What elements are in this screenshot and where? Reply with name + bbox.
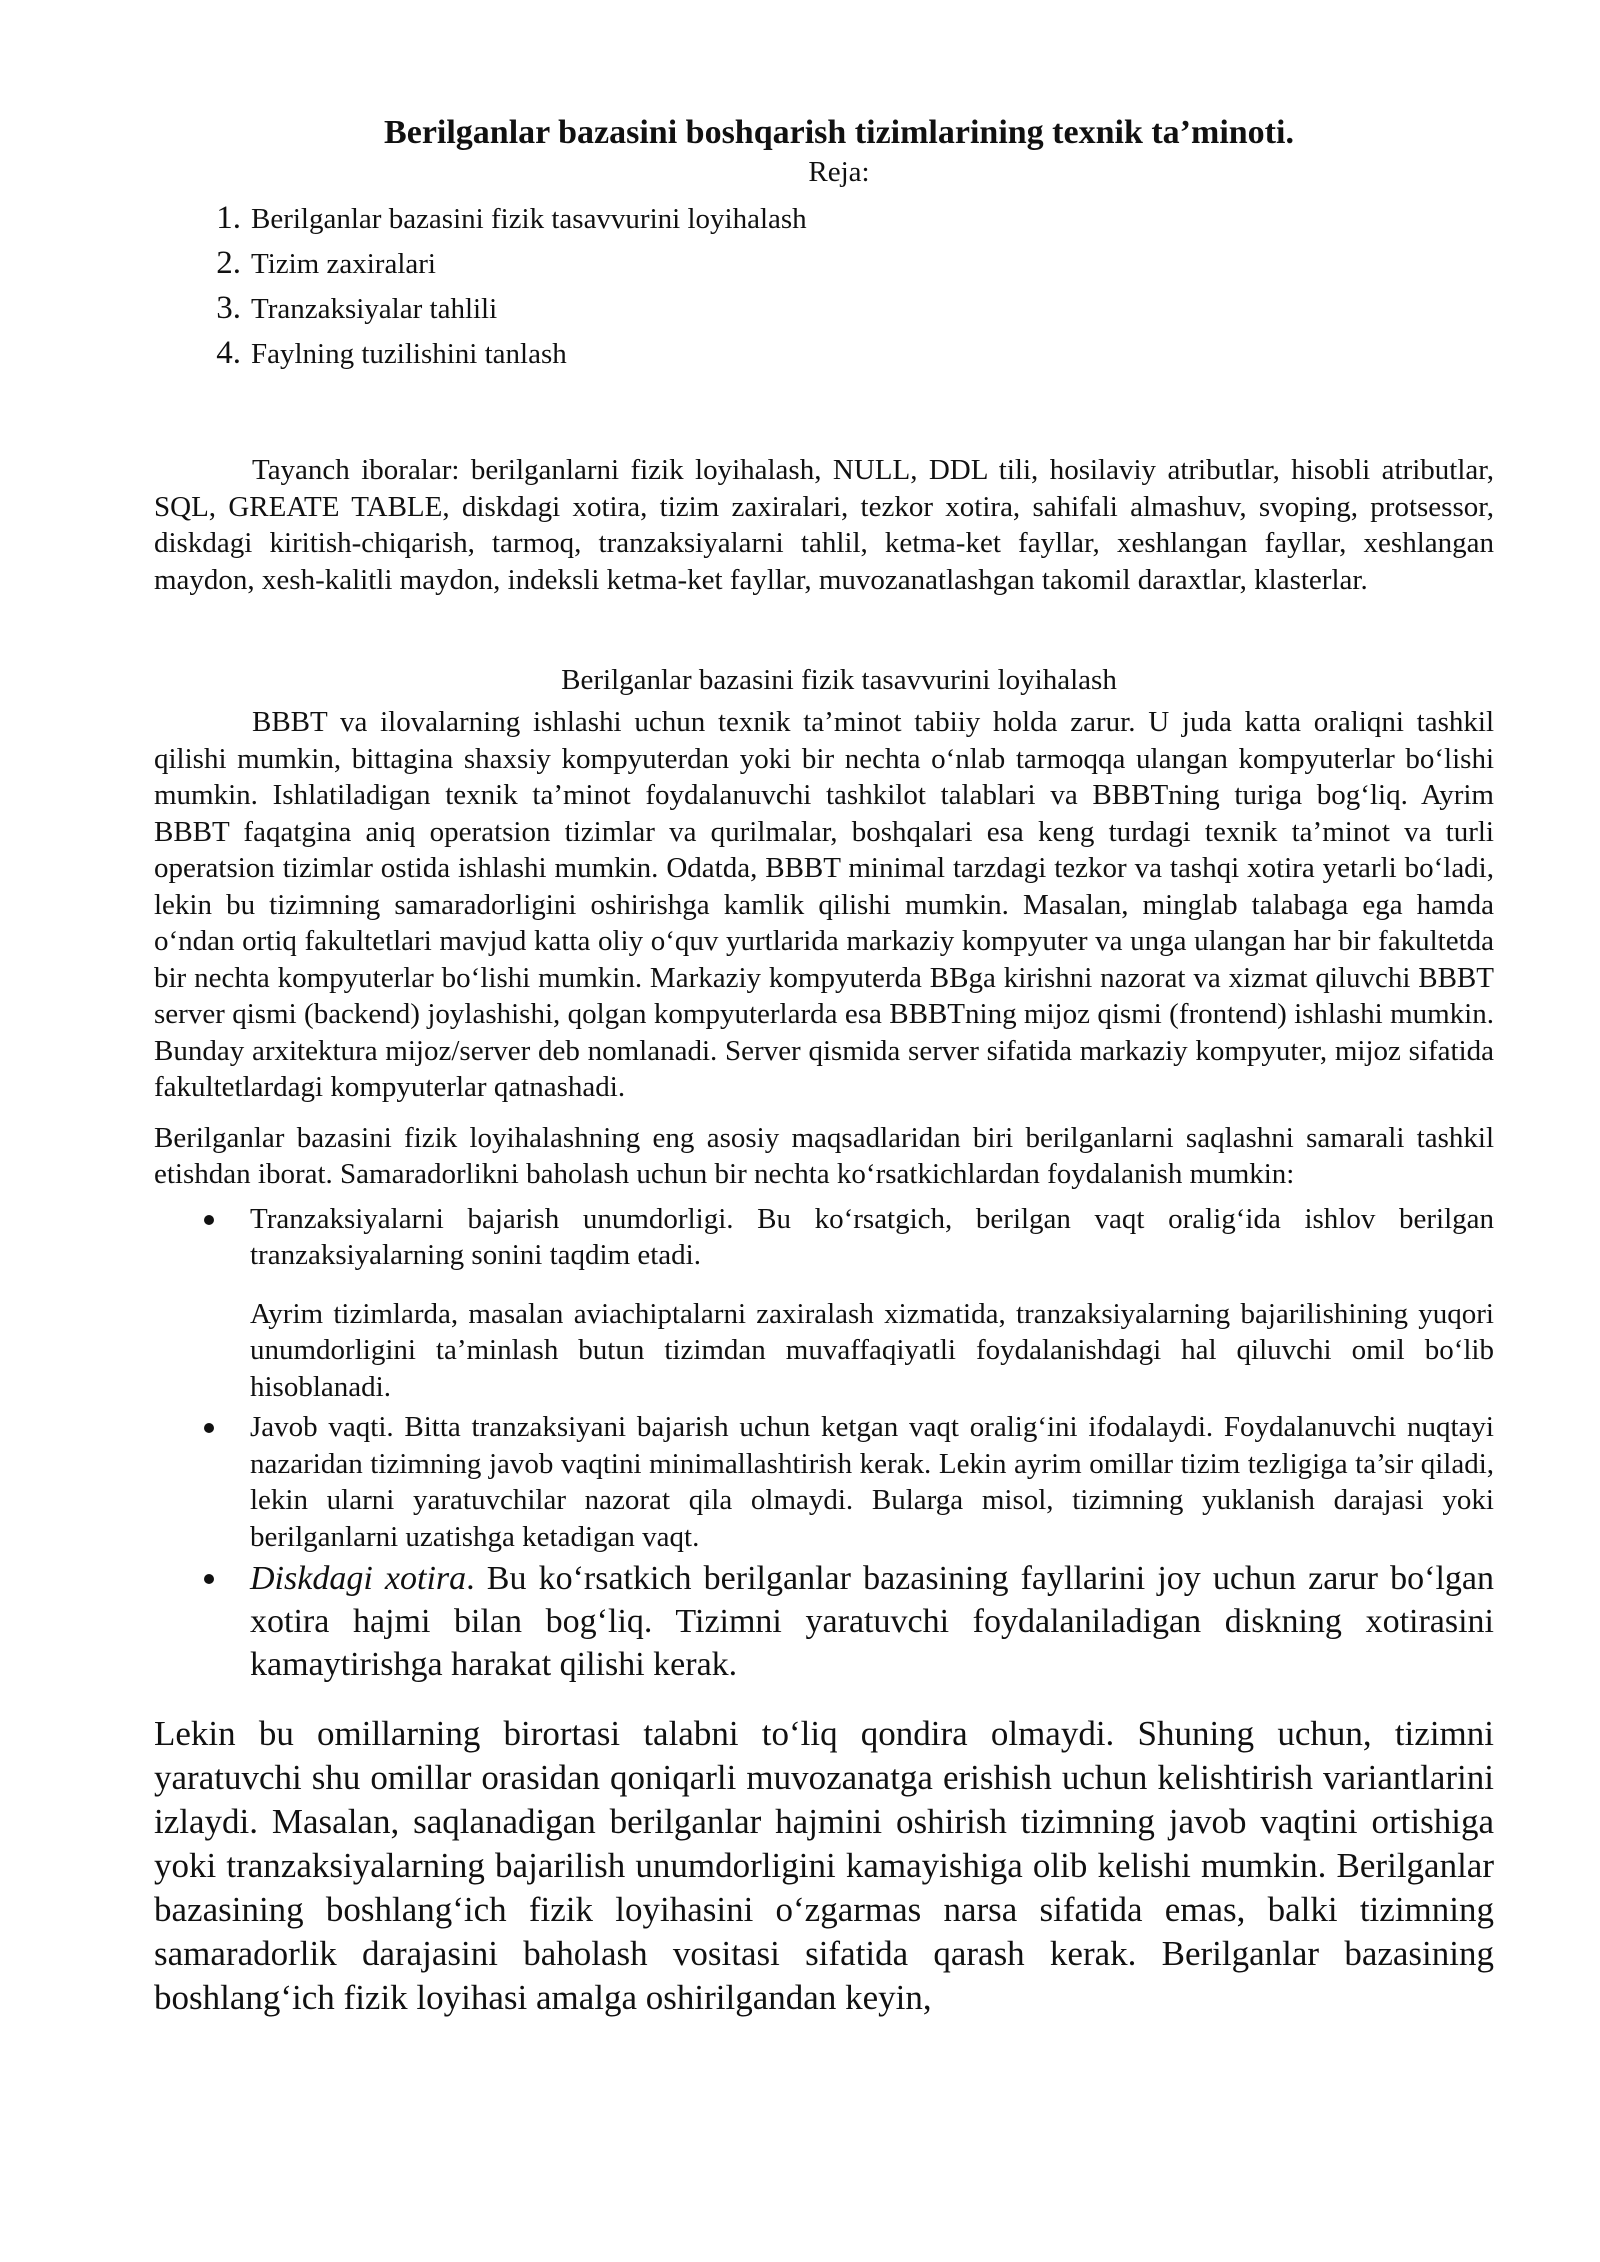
plan-item — [154, 286, 1494, 331]
plan-item — [154, 331, 1494, 376]
plan-item-number: 1. — [216, 200, 241, 236]
keywords-paragraph: Tayanch iboralar: berilganlarni fizik loyihalash, NULL, DDL tili, hosilaviy atributlar, hisobli atributlar, SQL, GREATE TABLE, diskdagi xotira, tizim zaxiralari, tezkor xotira, sahifali almashuv, svoping, protsessor, diskdagi kiritish-chiqarish, tarmoq, tranzaksiyalarni tahlil, ketma-ket fayllar, xeshlangan fayllar, xeshlangan maydon, xesh-kalitli maydon, indeksli ketma-ket fayllar, muvozanatlashgan takomil daraxtlar, klasterlar. — [154, 454, 1494, 596]
plan-item-text: Faylning tuzilishini tanlash — [251, 338, 567, 370]
list-item — [154, 1409, 1494, 1555]
metrics-list — [154, 1409, 1494, 1686]
plan-item — [154, 196, 1494, 241]
document-content — [154, 112, 1494, 2055]
plan-item-number: 4. — [216, 335, 241, 371]
section-title: Berilganlar bazasini fizik tasavvurini loyihalash — [561, 664, 1117, 696]
body-paragraph: Berilganlar bazasini fizik loyihalashning eng asosiy maqsadlaridan biri berilganlarni saqlashni samarali tashkil etishdan iborat. Samaradorlikni baholash uchun bir nechta ko‘rsatkichlardan foydalanish mumkin: — [154, 1121, 1494, 1190]
plan-item-text: Tizim zaxiralari — [251, 248, 436, 280]
plan-list — [154, 196, 1494, 376]
plan-item-text: Tranzaksiyalar tahlili — [251, 293, 498, 325]
plan-item — [154, 241, 1494, 286]
bullet-icon — [204, 1215, 214, 1225]
body-paragraph: BBBT va ilovalarning ishlashi uchun texnik ta’minot tabiiy holda zarur. U juda katta oraliqni tashkil qilishi mumkin, bittagina shaxsiy kompyuterdan yoki bir nechta o‘nlab tarmoqqa ulangan kompyuterlar bo‘lishi mumkin. Ishlatiladigan texnik ta’minot foydalanuvchi tashkilot talablari va BBBTning turiga bog‘liq. Ayrim BBBT faqatgina aniq operatsion tizimlar va qurilmalar, boshqalari esa keng turdagi texnik ta’minot va turli operatsion tizimlar ostida ishlashi mumkin. Odatda, BBBT minimal tarzdagi tezkor va tashqi xotira yetarli bo‘ladi, lekin bu tizimning samaradorligini oshirishga kamlik qilishi mumkin. Masalan, minglab talabaga ega hamda o‘ndan ortiq fakultetlari mavjud katta oliy o‘quv yurtlarida markaziy kompyuter va unga ulangan har bir fakultetda bir nechta kompyuterlar bo‘lishi mumkin. Markaziy kompyuterda BBga kirishni nazorat va xizmat qiluvchi BBBT server qismi (backend) joylashishi, qolgan kompyuterlarda esa BBBTning mijoz qismi (frontend) ishlashi mumkin. Bunday arxitektura mijoz/server deb nomlanadi. Server qismida server sifatida markaziy kompyuter, mijoz sifatida fakultetlardagi kompyuterlar qatnashadi. — [154, 706, 1494, 1103]
list-item-text: Javob vaqti. Bitta tranzaksiyani bajarish uchun ketgan vaqt oralig‘ini ifodalaydi. Foydalanuvchi nuqtayi nazaridan tizimning javob vaqtini minimallashtirish kerak. Lekin ayrim omillar tizim tezligiga ta’sir qiladi, lekin ularni yaratuvchilar nazorat qila olmaydi. Bularga misol, tizimning yuklanish darajasi yoki berilganlarni uzatishga ketadigan vaqt. — [250, 1411, 1494, 1553]
list-item-description: . Bu ko‘rsatkich berilganlar bazasining fayllarini joy uchun zarur bo‘lgan xotira hajmi bilan bog‘liq. Tizimni yaratuvchi foydalaniladigan diskning xotirasini kamaytirishga harakat qilishi kerak. — [250, 1560, 1494, 1683]
bullet-icon — [204, 1423, 214, 1433]
body-paragraph: Lekin bu omillarning birortasi talabni to‘liq qondira olmaydi. Shuning uchun, tizimni yaratuvchi shu omillar orasidan qoniqarli muvozanatga erishish uchun kelishtirish variantlarini izlaydi. Masalan, saqlanadigan berilganlar hajmini oshirish tizimning javob vaqtini ortishiga yoki tranzaksiyalarning bajarilish unumdorligini kamayishiga olib kelishi mumkin. Berilganlar bazasining boshlang‘ich fizik loyihasini o‘zgarmas narsa sifatida emas, balki tizimning samaradorlik darajasini baholash vositasi sifatida qarash kerak. Berilganlar bazasining boshlang‘ich fizik loyihasi amalga oshirilgandan keyin, — [154, 1714, 1494, 2017]
list-item-note-text: Ayrim tizimlarda, masalan aviachiptalarni zaxiralash xizmatida, tranzaksiyalarning bajarilishining yuqori unumdorligini ta’minlash butun tizimdan muvaffaqiyatli foydalanishdagi hal qiluvchi omil bo‘lib hisoblanadi. — [250, 1297, 1494, 1403]
metrics-list — [154, 1201, 1494, 1274]
list-item — [154, 1201, 1494, 1274]
plan-item-number: 3. — [216, 290, 241, 326]
document-title: Berilganlar bazasini boshqarish tizimlarining texnik ta’minoti. — [384, 114, 1294, 151]
list-item-note — [154, 1296, 1494, 1406]
plan-item-text: Berilganlar bazasini fizik tasavvurini loyihalash — [251, 203, 807, 235]
plan-heading: Reja: — [808, 156, 870, 188]
list-item-term: Diskdagi xotira — [250, 1560, 467, 1597]
list-item-text: Tranzaksiyalarni bajarish unumdorligi. Bu ko‘rsatgich, berilgan vaqt oralig‘ida ishlov berilgan tranzaksiyalarning sonini taqdim etadi. — [250, 1202, 1494, 1271]
list-item — [154, 1557, 1494, 1686]
bullet-icon — [204, 1574, 214, 1584]
list-item-text — [250, 1557, 1494, 1686]
plan-item-number: 2. — [216, 245, 241, 281]
